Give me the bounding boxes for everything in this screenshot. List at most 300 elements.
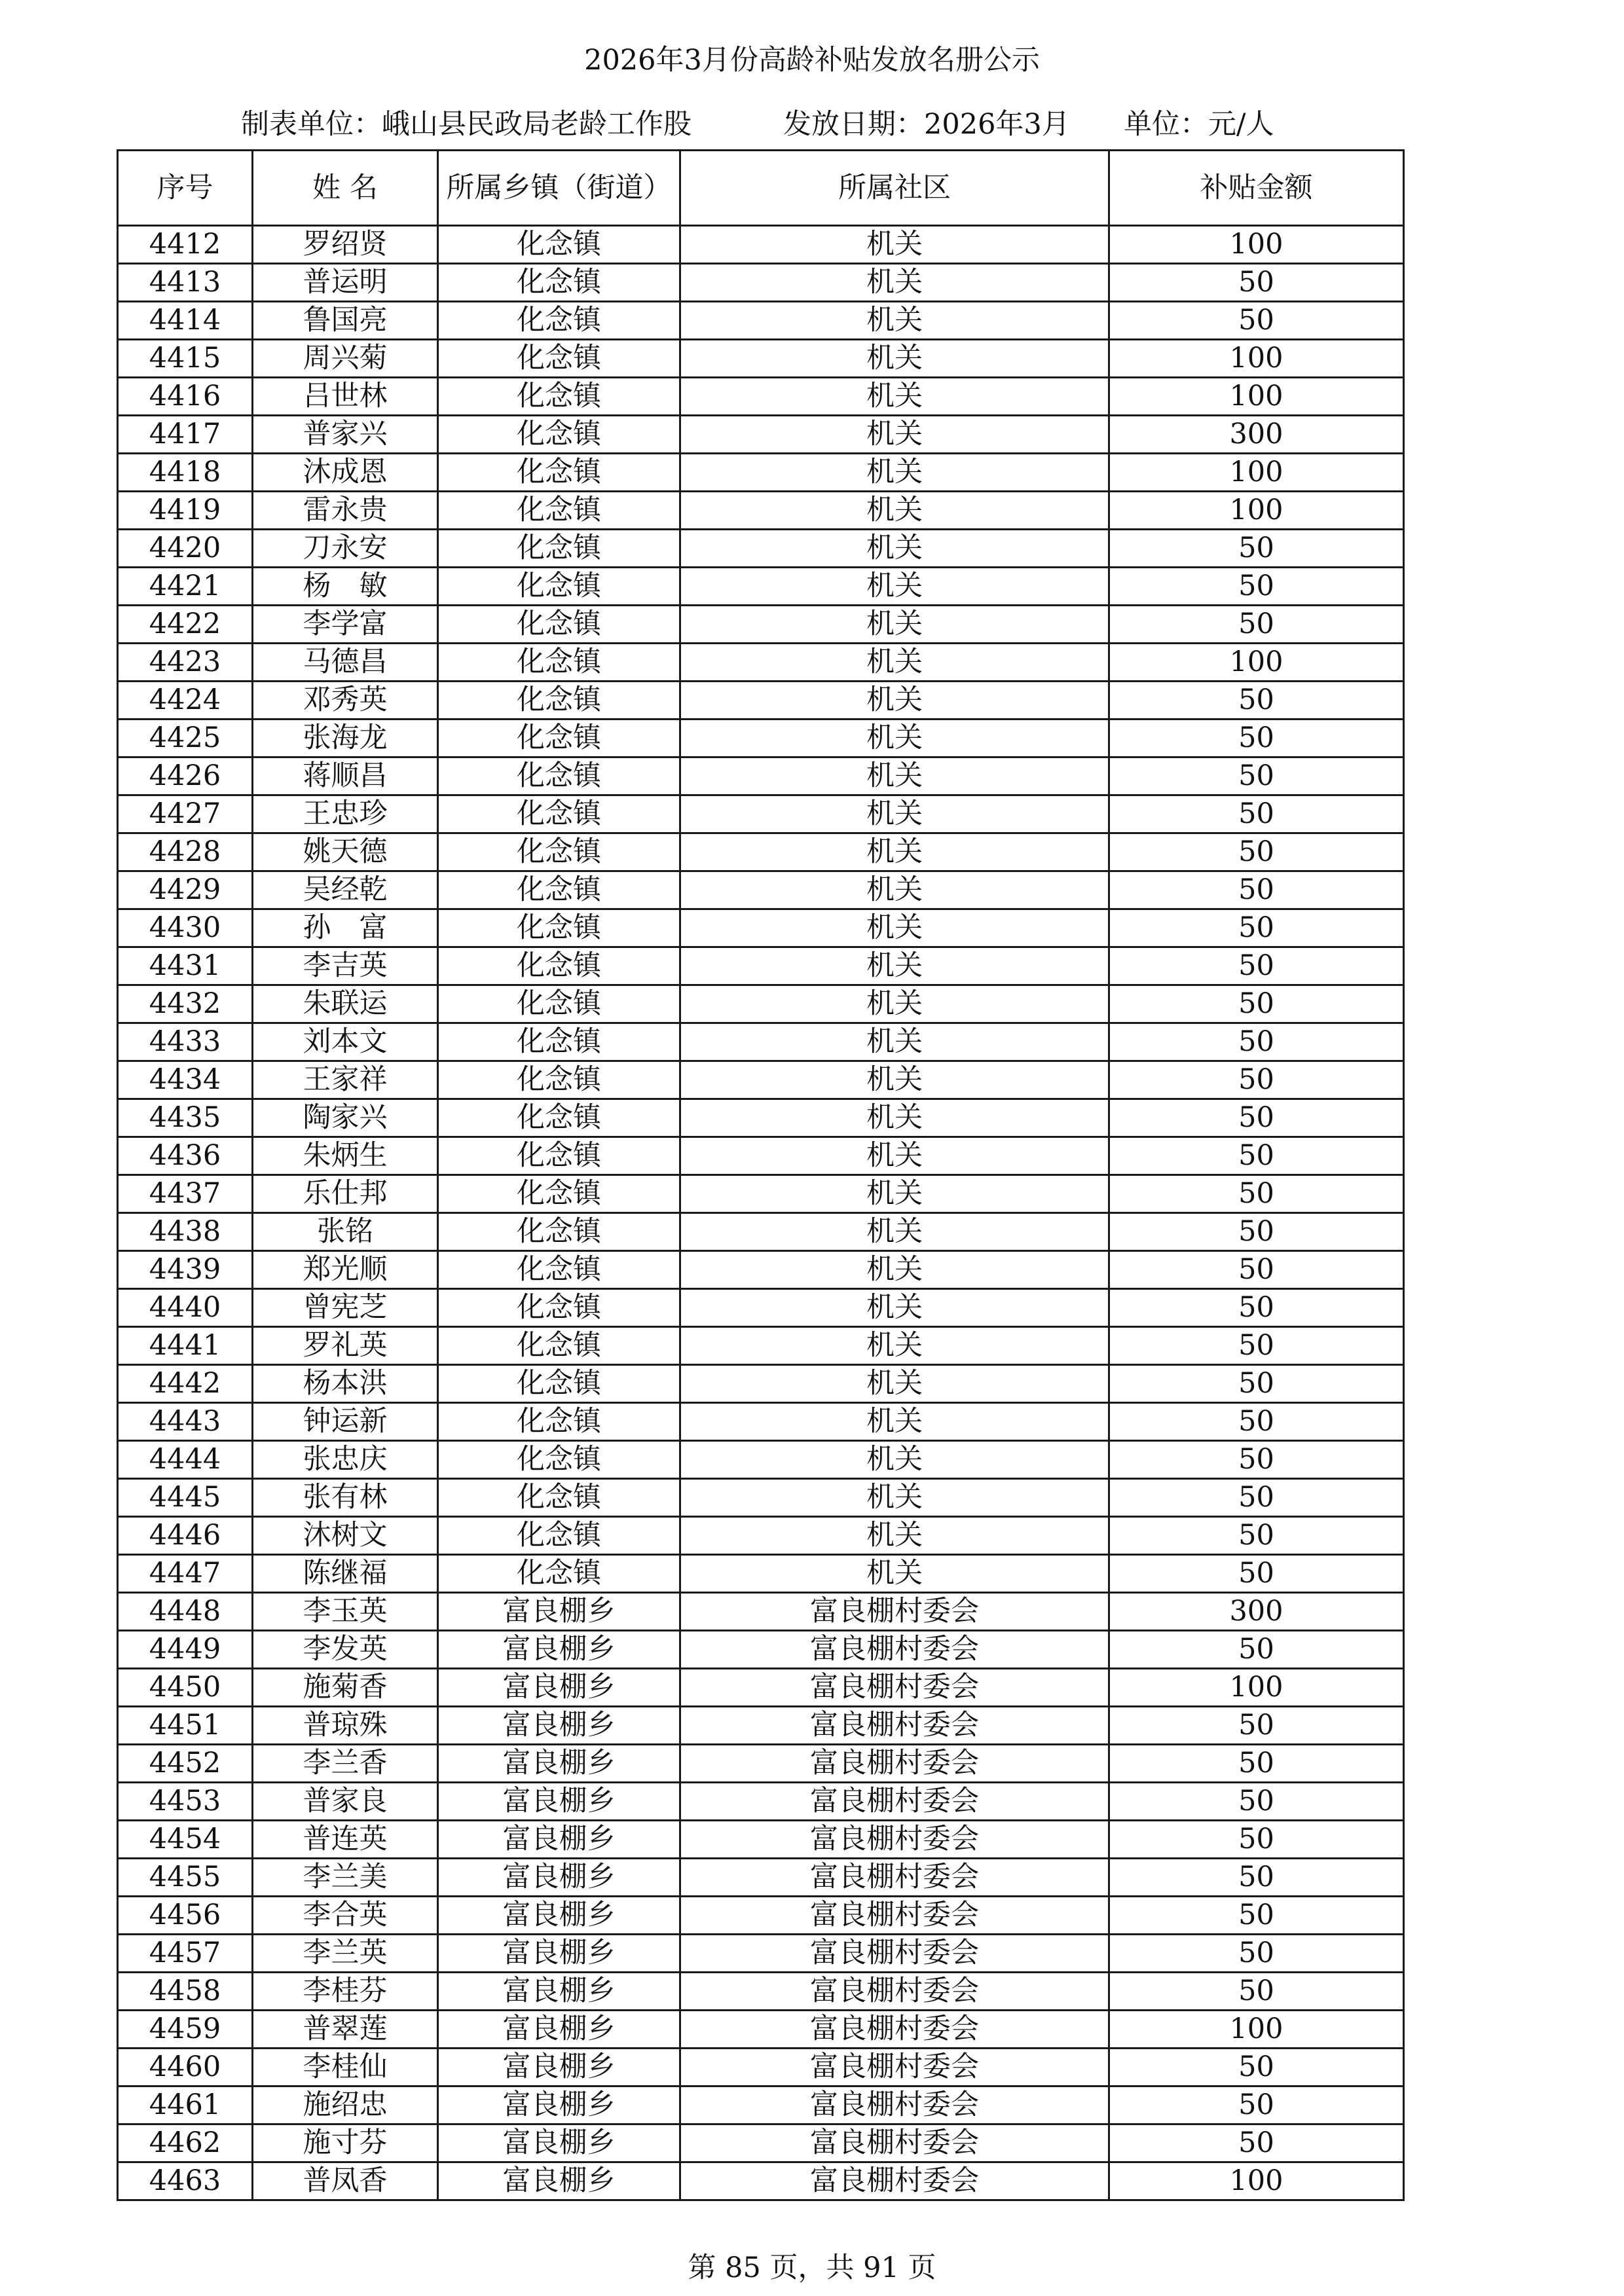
cell-township: 化念镇 <box>438 378 680 416</box>
cell-township: 化念镇 <box>438 340 680 378</box>
table-header <box>118 151 1404 226</box>
cell-community: 富良棚村委会 <box>680 1783 1109 1821</box>
cell-amount: 50 <box>1109 909 1404 947</box>
cell-township: 化念镇 <box>438 1327 680 1365</box>
cell-community: 机关 <box>680 833 1109 871</box>
cell-community: 机关 <box>680 1517 1109 1555</box>
cell-amount: 100 <box>1109 340 1404 378</box>
cell-community: 机关 <box>680 757 1109 795</box>
table-row <box>118 1783 1404 1821</box>
cell-seq: 4446 <box>118 1517 253 1555</box>
table-row <box>118 795 1404 833</box>
cell-name: 马德昌 <box>253 644 438 682</box>
cell-community: 机关 <box>680 454 1109 492</box>
cell-seq: 4424 <box>118 682 253 720</box>
cell-amount: 50 <box>1109 833 1404 871</box>
cell-community: 富良棚村委会 <box>680 2124 1109 2162</box>
cell-name: 雷永贵 <box>253 492 438 530</box>
cell-township: 化念镇 <box>438 264 680 302</box>
table-row <box>118 1707 1404 1745</box>
cell-seq: 4454 <box>118 1821 253 1859</box>
table-row <box>118 947 1404 985</box>
cell-seq: 4452 <box>118 1745 253 1783</box>
cell-community: 机关 <box>680 302 1109 340</box>
table-row <box>118 1897 1404 1935</box>
table-row <box>118 2086 1404 2124</box>
cell-name: 杨本洪 <box>253 1365 438 1403</box>
cell-name: 王忠珍 <box>253 795 438 833</box>
cell-community: 富良棚村委会 <box>680 1821 1109 1859</box>
cell-amount: 50 <box>1109 1441 1404 1479</box>
cell-amount: 50 <box>1109 1289 1404 1327</box>
cell-seq: 4425 <box>118 720 253 757</box>
cell-seq: 4439 <box>118 1251 253 1289</box>
cell-community: 富良棚村委会 <box>680 1593 1109 1631</box>
cell-township: 化念镇 <box>438 1137 680 1175</box>
cell-seq: 4457 <box>118 1935 253 1973</box>
cell-seq: 4438 <box>118 1213 253 1251</box>
cell-name: 吴经乾 <box>253 871 438 909</box>
table-row <box>118 1973 1404 2011</box>
cell-township: 富良棚乡 <box>438 2011 680 2049</box>
cell-community: 机关 <box>680 720 1109 757</box>
cell-name: 孙 富 <box>253 909 438 947</box>
header-row <box>118 151 1404 226</box>
table-row <box>118 1251 1404 1289</box>
cell-community: 机关 <box>680 1061 1109 1099</box>
cell-community: 机关 <box>680 985 1109 1023</box>
cell-township: 化念镇 <box>438 644 680 682</box>
cell-seq: 4463 <box>118 2162 253 2200</box>
cell-seq: 4430 <box>118 909 253 947</box>
cell-township: 化念镇 <box>438 757 680 795</box>
cell-seq: 4420 <box>118 530 253 568</box>
cell-name: 刀永安 <box>253 530 438 568</box>
cell-seq: 4443 <box>118 1403 253 1441</box>
header-community: 所属社区 <box>680 151 1109 226</box>
cell-seq: 4460 <box>118 2049 253 2086</box>
cell-name: 陈继福 <box>253 1555 438 1593</box>
table-row <box>118 2162 1404 2200</box>
cell-amount: 50 <box>1109 264 1404 302</box>
cell-township: 化念镇 <box>438 1479 680 1517</box>
cell-amount: 50 <box>1109 2049 1404 2086</box>
cell-name: 普翠莲 <box>253 2011 438 2049</box>
cell-seq: 4447 <box>118 1555 253 1593</box>
cell-amount: 50 <box>1109 1555 1404 1593</box>
cell-amount: 50 <box>1109 2124 1404 2162</box>
table-row <box>118 644 1404 682</box>
table-row <box>118 757 1404 795</box>
cell-name: 李桂芬 <box>253 1973 438 2011</box>
cell-amount: 50 <box>1109 871 1404 909</box>
cell-name: 张铭 <box>253 1213 438 1251</box>
cell-amount: 100 <box>1109 378 1404 416</box>
table-row <box>118 1631 1404 1669</box>
table-row <box>118 1061 1404 1099</box>
cell-township: 化念镇 <box>438 1365 680 1403</box>
cell-township: 化念镇 <box>438 416 680 454</box>
cell-name: 李兰香 <box>253 1745 438 1783</box>
cell-name: 杨 敏 <box>253 568 438 606</box>
cell-community: 富良棚村委会 <box>680 2011 1109 2049</box>
table-row <box>118 833 1404 871</box>
header-seq: 序号 <box>118 151 253 226</box>
cell-amount: 50 <box>1109 1327 1404 1365</box>
cell-township: 富良棚乡 <box>438 2086 680 2124</box>
cell-amount: 50 <box>1109 1631 1404 1669</box>
cell-name: 周兴菊 <box>253 340 438 378</box>
cell-amount: 50 <box>1109 1365 1404 1403</box>
cell-community: 机关 <box>680 909 1109 947</box>
table-row <box>118 606 1404 644</box>
table-row <box>118 416 1404 454</box>
cell-amount: 100 <box>1109 2011 1404 2049</box>
cell-community: 机关 <box>680 644 1109 682</box>
table-row <box>118 340 1404 378</box>
table-row <box>118 1023 1404 1061</box>
cell-community: 机关 <box>680 871 1109 909</box>
cell-amount: 100 <box>1109 2162 1404 2200</box>
cell-seq: 4462 <box>118 2124 253 2162</box>
header-name: 姓 名 <box>253 151 438 226</box>
cell-township: 富良棚乡 <box>438 1631 680 1669</box>
cell-name: 张有林 <box>253 1479 438 1517</box>
cell-amount: 50 <box>1109 1745 1404 1783</box>
cell-name: 罗礼英 <box>253 1327 438 1365</box>
table-row <box>118 1099 1404 1137</box>
cell-community: 机关 <box>680 606 1109 644</box>
cell-amount: 100 <box>1109 454 1404 492</box>
table-row <box>118 264 1404 302</box>
cell-seq: 4458 <box>118 1973 253 2011</box>
cell-amount: 100 <box>1109 492 1404 530</box>
cell-name: 王家祥 <box>253 1061 438 1099</box>
cell-seq: 4418 <box>118 454 253 492</box>
cell-amount: 50 <box>1109 1479 1404 1517</box>
cell-seq: 4442 <box>118 1365 253 1403</box>
cell-seq: 4441 <box>118 1327 253 1365</box>
currency-unit: 单位：元/人 <box>1124 108 1274 141</box>
table-row <box>118 985 1404 1023</box>
cell-seq: 4429 <box>118 871 253 909</box>
table-row <box>118 1365 1404 1403</box>
cell-seq: 4450 <box>118 1669 253 1707</box>
cell-township: 富良棚乡 <box>438 1783 680 1821</box>
cell-name: 张海龙 <box>253 720 438 757</box>
cell-amount: 50 <box>1109 568 1404 606</box>
cell-township: 富良棚乡 <box>438 1859 680 1897</box>
cell-seq: 4444 <box>118 1441 253 1479</box>
issue-date: 发放日期：2026年3月 <box>783 108 1070 141</box>
cell-amount: 50 <box>1109 795 1404 833</box>
cell-township: 富良棚乡 <box>438 2124 680 2162</box>
cell-township: 化念镇 <box>438 606 680 644</box>
cell-name: 李兰英 <box>253 1935 438 1973</box>
cell-seq: 4423 <box>118 644 253 682</box>
cell-community: 机关 <box>680 1099 1109 1137</box>
cell-township: 富良棚乡 <box>438 2162 680 2200</box>
table-row <box>118 530 1404 568</box>
cell-amount: 50 <box>1109 947 1404 985</box>
cell-township: 化念镇 <box>438 720 680 757</box>
header-amount: 补贴金额 <box>1109 151 1404 226</box>
cell-seq: 4419 <box>118 492 253 530</box>
cell-seq: 4435 <box>118 1099 253 1137</box>
cell-township: 富良棚乡 <box>438 2049 680 2086</box>
cell-township: 化念镇 <box>438 454 680 492</box>
cell-community: 机关 <box>680 1289 1109 1327</box>
cell-name: 普琼殊 <box>253 1707 438 1745</box>
cell-name: 施寸芬 <box>253 2124 438 2162</box>
cell-community: 富良棚村委会 <box>680 1973 1109 2011</box>
cell-community: 富良棚村委会 <box>680 2162 1109 2200</box>
cell-amount: 50 <box>1109 1023 1404 1061</box>
cell-name: 普连英 <box>253 1821 438 1859</box>
cell-community: 富良棚村委会 <box>680 1707 1109 1745</box>
cell-township: 富良棚乡 <box>438 1669 680 1707</box>
cell-seq: 4427 <box>118 795 253 833</box>
cell-amount: 50 <box>1109 2086 1404 2124</box>
cell-name: 李玉英 <box>253 1593 438 1631</box>
table-row <box>118 682 1404 720</box>
cell-name: 曾宪芝 <box>253 1289 438 1327</box>
cell-name: 邓秀英 <box>253 682 438 720</box>
table-row <box>118 454 1404 492</box>
cell-seq: 4426 <box>118 757 253 795</box>
cell-township: 化念镇 <box>438 1213 680 1251</box>
cell-township: 化念镇 <box>438 302 680 340</box>
cell-amount: 50 <box>1109 757 1404 795</box>
cell-name: 吕世林 <box>253 378 438 416</box>
table-row <box>118 1289 1404 1327</box>
cell-seq: 4414 <box>118 302 253 340</box>
cell-name: 李合英 <box>253 1897 438 1935</box>
cell-township: 富良棚乡 <box>438 1973 680 2011</box>
table-body <box>118 226 1404 2200</box>
cell-community: 机关 <box>680 1137 1109 1175</box>
cell-name: 张忠庆 <box>253 1441 438 1479</box>
table-row <box>118 1593 1404 1631</box>
cell-community: 机关 <box>680 1213 1109 1251</box>
cell-seq: 4421 <box>118 568 253 606</box>
cell-community: 富良棚村委会 <box>680 1859 1109 1897</box>
cell-seq: 4422 <box>118 606 253 644</box>
cell-community: 机关 <box>680 1403 1109 1441</box>
cell-township: 富良棚乡 <box>438 1593 680 1631</box>
header-township: 所属乡镇（街道） <box>438 151 680 226</box>
cell-seq: 4449 <box>118 1631 253 1669</box>
cell-name: 罗绍贤 <box>253 226 438 264</box>
cell-township: 化念镇 <box>438 1289 680 1327</box>
cell-community: 富良棚村委会 <box>680 2086 1109 2124</box>
cell-amount: 50 <box>1109 682 1404 720</box>
subsidy-table <box>117 149 1405 2201</box>
cell-name: 郑光顺 <box>253 1251 438 1289</box>
cell-township: 化念镇 <box>438 1175 680 1213</box>
table-row <box>118 871 1404 909</box>
cell-amount: 100 <box>1109 226 1404 264</box>
cell-community: 富良棚村委会 <box>680 1935 1109 1973</box>
cell-name: 姚天德 <box>253 833 438 871</box>
cell-township: 化念镇 <box>438 682 680 720</box>
table-row <box>118 1669 1404 1707</box>
cell-name: 蒋顺昌 <box>253 757 438 795</box>
cell-name: 普凤香 <box>253 2162 438 2200</box>
cell-township: 富良棚乡 <box>438 1897 680 1935</box>
cell-amount: 100 <box>1109 1669 1404 1707</box>
cell-community: 机关 <box>680 1479 1109 1517</box>
cell-seq: 4412 <box>118 226 253 264</box>
cell-seq: 4428 <box>118 833 253 871</box>
cell-seq: 4440 <box>118 1289 253 1327</box>
cell-township: 化念镇 <box>438 1023 680 1061</box>
cell-seq: 4459 <box>118 2011 253 2049</box>
cell-seq: 4417 <box>118 416 253 454</box>
cell-amount: 50 <box>1109 1213 1404 1251</box>
cell-name: 刘本文 <box>253 1023 438 1061</box>
cell-community: 富良棚村委会 <box>680 1745 1109 1783</box>
cell-amount: 50 <box>1109 1251 1404 1289</box>
table-row <box>118 1555 1404 1593</box>
cell-township: 富良棚乡 <box>438 1745 680 1783</box>
cell-seq: 4433 <box>118 1023 253 1061</box>
cell-amount: 50 <box>1109 1099 1404 1137</box>
cell-name: 乐仕邦 <box>253 1175 438 1213</box>
cell-name: 钟运新 <box>253 1403 438 1441</box>
cell-amount: 100 <box>1109 644 1404 682</box>
cell-name: 普家兴 <box>253 416 438 454</box>
cell-amount: 50 <box>1109 1821 1404 1859</box>
cell-name: 鲁国亮 <box>253 302 438 340</box>
cell-township: 化念镇 <box>438 871 680 909</box>
cell-amount: 50 <box>1109 606 1404 644</box>
cell-seq: 4416 <box>118 378 253 416</box>
cell-seq: 4431 <box>118 947 253 985</box>
cell-township: 化念镇 <box>438 1555 680 1593</box>
cell-seq: 4461 <box>118 2086 253 2124</box>
cell-seq: 4456 <box>118 1897 253 1935</box>
cell-community: 机关 <box>680 378 1109 416</box>
cell-seq: 4413 <box>118 264 253 302</box>
cell-township: 化念镇 <box>438 226 680 264</box>
table-row <box>118 1517 1404 1555</box>
cell-community: 机关 <box>680 795 1109 833</box>
table-row <box>118 492 1404 530</box>
cell-township: 化念镇 <box>438 492 680 530</box>
cell-township: 化念镇 <box>438 1441 680 1479</box>
cell-seq: 4448 <box>118 1593 253 1631</box>
table-row <box>118 1327 1404 1365</box>
cell-township: 化念镇 <box>438 1061 680 1099</box>
cell-township: 化念镇 <box>438 795 680 833</box>
cell-seq: 4453 <box>118 1783 253 1821</box>
cell-community: 机关 <box>680 226 1109 264</box>
table-row <box>118 226 1404 264</box>
cell-community: 机关 <box>680 682 1109 720</box>
cell-township: 化念镇 <box>438 1099 680 1137</box>
cell-amount: 50 <box>1109 1859 1404 1897</box>
table-row <box>118 568 1404 606</box>
cell-name: 朱炳生 <box>253 1137 438 1175</box>
cell-name: 施菊香 <box>253 1669 438 1707</box>
cell-amount: 300 <box>1109 416 1404 454</box>
cell-seq: 4432 <box>118 985 253 1023</box>
cell-township: 化念镇 <box>438 985 680 1023</box>
cell-amount: 50 <box>1109 530 1404 568</box>
cell-name: 普运明 <box>253 264 438 302</box>
cell-name: 施绍忠 <box>253 2086 438 2124</box>
cell-name: 普家良 <box>253 1783 438 1821</box>
cell-community: 机关 <box>680 1251 1109 1289</box>
cell-seq: 4437 <box>118 1175 253 1213</box>
table-row <box>118 1137 1404 1175</box>
table-row <box>118 378 1404 416</box>
cell-amount: 50 <box>1109 720 1404 757</box>
cell-township: 化念镇 <box>438 1251 680 1289</box>
table-row <box>118 1935 1404 1973</box>
table-row <box>118 1403 1404 1441</box>
cell-community: 机关 <box>680 264 1109 302</box>
table-row <box>118 1821 1404 1859</box>
table-row <box>118 2049 1404 2086</box>
cell-community: 机关 <box>680 1327 1109 1365</box>
prepared-by: 制表单位：峨山县民政局老龄工作股 <box>241 108 692 141</box>
cell-township: 化念镇 <box>438 947 680 985</box>
cell-seq: 4445 <box>118 1479 253 1517</box>
table-row <box>118 720 1404 757</box>
cell-name: 李发英 <box>253 1631 438 1669</box>
table-row <box>118 1441 1404 1479</box>
cell-township: 化念镇 <box>438 909 680 947</box>
cell-name: 李桂仙 <box>253 2049 438 2086</box>
cell-community: 机关 <box>680 530 1109 568</box>
cell-community: 机关 <box>680 340 1109 378</box>
table-row <box>118 1859 1404 1897</box>
cell-seq: 4455 <box>118 1859 253 1897</box>
cell-community: 机关 <box>680 1555 1109 1593</box>
cell-name: 陶家兴 <box>253 1099 438 1137</box>
cell-amount: 50 <box>1109 1061 1404 1099</box>
cell-community: 富良棚村委会 <box>680 1631 1109 1669</box>
cell-community: 机关 <box>680 1441 1109 1479</box>
cell-township: 化念镇 <box>438 833 680 871</box>
cell-township: 化念镇 <box>438 1403 680 1441</box>
table-row <box>118 1175 1404 1213</box>
table-row <box>118 2124 1404 2162</box>
cell-township: 富良棚乡 <box>438 1821 680 1859</box>
cell-township: 化念镇 <box>438 530 680 568</box>
cell-amount: 50 <box>1109 1403 1404 1441</box>
table-row <box>118 2011 1404 2049</box>
table-row <box>118 1745 1404 1783</box>
cell-amount: 50 <box>1109 1137 1404 1175</box>
document-title: 2026年3月份高龄补贴发放名册公示 <box>584 44 1040 77</box>
cell-community: 富良棚村委会 <box>680 1669 1109 1707</box>
cell-amount: 300 <box>1109 1593 1404 1631</box>
cell-community: 机关 <box>680 1175 1109 1213</box>
cell-township: 化念镇 <box>438 568 680 606</box>
cell-township: 富良棚乡 <box>438 1935 680 1973</box>
cell-amount: 50 <box>1109 1175 1404 1213</box>
cell-community: 机关 <box>680 947 1109 985</box>
cell-amount: 50 <box>1109 1973 1404 2011</box>
cell-community: 富良棚村委会 <box>680 2049 1109 2086</box>
cell-name: 朱联运 <box>253 985 438 1023</box>
cell-community: 机关 <box>680 1023 1109 1061</box>
cell-name: 李吉英 <box>253 947 438 985</box>
table-row <box>118 302 1404 340</box>
